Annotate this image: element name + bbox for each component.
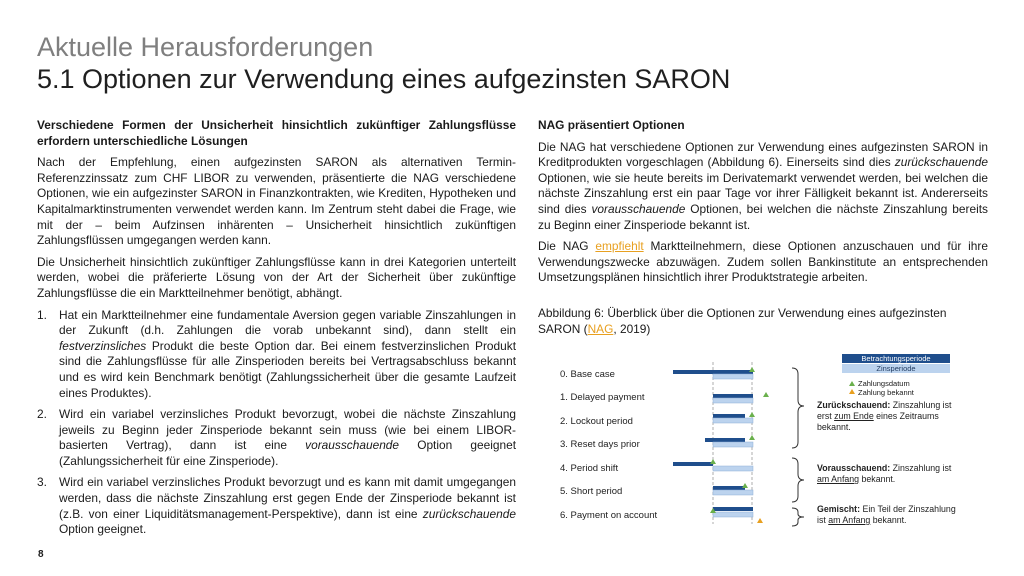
para-emphasis: vorausschauende [591,201,686,216]
list-emphasis: festverzinsliches [59,338,147,353]
list-text: Produkt die beste Option dar. Bei einem festverzinslichen Produkt sind die Zahlungsflüsse für alle Zinsperioden bereits bei Vertragsabschluss bekannt und es wird kein Benchmark benötigt (Zahlungssicherheit über die gesamte Laufzeit eines Produktes). [59,338,516,400]
list-number: 3. [37,475,47,490]
row-label-short-period: 5. Short period [560,486,623,497]
bracket-mixed [792,508,804,526]
annotation-text: bekannt. [859,474,896,484]
para-text: Die NAG hat verschiedene Optionen zur Verwendung eines aufgezinsten SARON in Kreditprodukten vorgeschlagen (Abbildung 6). Einerseits sind dies [538,139,988,170]
list-emphasis: zurückschauende [422,506,516,521]
legend-payment-date-marker [849,381,855,386]
payment-marker [749,435,755,440]
row-base-case [673,367,755,379]
interest-period-bar [713,442,753,447]
list-text: Option geeignet. [59,522,147,537]
annotation-label: Vorausschauend: [817,463,891,473]
caption-text: Abbildung 6: Überblick über die Optionen zur Verwendung eines aufgezinsten SARON ( [538,305,947,336]
figure-caption [538,306,988,337]
annotation-label: Zurückschauend: [817,400,891,410]
left-heading: Verschiedene Formen der Unsicherheit hinsichtlich zukünftiger Zahlungsflüsse erfordern unterschiedliche Lösungen [37,118,516,148]
list-item [37,407,516,469]
annotation-text: Zinszahlung ist erst [817,400,952,421]
annotation-text: Zinszahlung ist [890,463,952,473]
row-label-base-case: 0. Base case [560,369,615,380]
list-emphasis: vorausschauende [305,438,400,453]
period-bar [673,462,713,466]
empfiehlt-link[interactable]: empfiehlt [595,239,644,254]
interest-period-bar [713,512,753,517]
left-paragraph-1: Nach der Empfehlung, einen aufgezinsten SARON als alternativen Termin-Referenzzinssatz zum CHF LIBOR zu verwenden, präsentierte die NAG verschiedene Optionen, wie ein aufgezinster SARON in Finanzkontrakten, wie Krediten, Hypotheken und Kapitalmarktinstrumenten verwendet werden kann. Im Zentrum steht dabei die Frage, wie mit der – beim Aufzinsen inhärenten – Unsicherheit hinsichtlich zukünftigen Zahlungsflüssen umgegangen werden kann. [37,155,516,248]
para-text: Die NAG [538,239,596,254]
row-label-payment-on-account: 6. Payment on account [560,510,658,521]
payment-marker [749,367,755,372]
list-number: 2. [37,407,47,422]
list-item [37,475,516,537]
annotation-underline: zum Ende [834,411,874,421]
annotation-underline: am Anfang [828,515,871,525]
legend-payment-known: Zahlung bekannt [858,388,914,397]
list-text: Wird ein variabel verzinsliches Produkt bevorzugt und es kann mit damit umgegangen werden, dass die nächste Zinszahlung erst gegen Ende der Zinsperiode bekannt ist (z.B. von einer Liquiditätsmanagement-Perspektive), dann ist eine [59,475,516,521]
row-delayed-payment [713,392,769,403]
list-text: Option geeignet (Zahlungssicherheit für eine Zinsperiode). [59,438,517,468]
right-heading: NAG präsentiert Optionen [538,118,685,132]
para-emphasis: zurückschauende [894,155,988,170]
period-bar [705,438,745,442]
row-lockout-period [713,412,755,423]
para-text: Optionen, wie sie heute bereits im Derivatemarkt verwendet werden, bei welchen die nächste Zinszahlung erst ein paar Tage vor ihrer Fälligkeit bekannt ist. Andererseits sind dies [538,170,988,216]
options-list [37,308,516,538]
payment-marker [710,459,716,464]
list-text: Wird ein variabel verzinsliches Produkt bevorzugt, wobei die nächste Zinszahlung jeweils zu Beginn jeder Zinsperiode bekannt sein muss (wie bei einem LIBOR-basierten Vertrag), dann ist eine [59,407,516,453]
interest-period-bar [713,466,753,471]
list-item [37,308,516,402]
right-paragraph-2 [538,239,988,286]
page-title: 5.1 Optionen zur Verwendung eines aufgezinsten SARON [37,64,731,94]
annotation-underline: am Anfang [817,474,860,484]
annotation-text: Ein Teil der Zinszahlung ist [817,504,956,525]
nag-link[interactable]: NAG [587,321,614,336]
period-bar [713,394,753,398]
right-column [538,118,988,337]
payment-marker [749,412,755,417]
interest-period-bar [713,490,753,495]
row-short-period [713,483,753,495]
row-label-lockout-period: 2. Lockout period [560,416,633,427]
period-bar [673,370,753,374]
para-text: Marktteilnehmern, diese Optionen anzuschauen und für ihre Verwendungszwecke abzuwägen. Zudem sollen Bankinstitute an entsprechenden Umsetzungsplänen hinsichtlich ihrer Produktstrategie arbeiten. [538,239,988,285]
payment-marker [763,392,769,397]
annotation-backward [817,400,957,433]
left-paragraph-2: Die Unsicherheit hinsichtlich zukünftiger Zahlungsflüsse kann in drei Kategorien unterteilt werden, wobei die präferierte Lösung von der Art der Sicherheit über zukünftige Zahlungsflüsse die ein Marktteilnehmer benötigt, abhängt. [37,254,516,300]
bracket-forward [792,458,804,502]
period-bar [713,414,745,418]
row-label-period-shift: 4. Period shift [560,463,619,474]
options-figure [540,352,1020,542]
list-text: Hat ein Marktteilnehmer eine fundamentale Aversion gegen variable Zinszahlungen in der Zukunft (d.h. Zahlungen die vorab unbekannt sind), dann stellt ein [59,307,516,338]
row-payment-on-account [710,507,763,523]
row-period-shift [673,459,753,471]
payment-marker [757,518,763,523]
annotation-text: bekannt. [870,515,907,525]
bracket-backward [792,368,804,448]
legend-interest-period: Zinsperiode [842,364,950,373]
annotation-mixed [817,504,957,526]
right-paragraph-1 [538,140,988,234]
row-label-reset-days-prior: 3. Reset days prior [560,439,640,450]
list-number: 1. [37,307,47,322]
annotation-forward [817,463,957,485]
caption-text: , 2019) [613,321,651,336]
legend-period: Betrachtungsperiode [842,354,950,363]
legend-payment-date: Zahlungsdatum [858,379,910,388]
payment-marker [742,483,748,488]
page-number: 8 [38,549,44,560]
para-text: Optionen, bei welchen die nächste Zinszahlung bereits zu Beginn einer Zinsperiode bekannt ist. [538,201,988,232]
interest-period-bar [713,398,753,403]
row-reset-days-prior [705,435,755,447]
interest-period-bar [713,374,753,379]
period-bar [713,507,753,511]
row-label-delayed-payment: 1. Delayed payment [560,392,645,403]
annotation-text: eines Zeitraums bekannt. [817,411,939,432]
left-column [37,118,516,544]
interest-period-bar [713,418,753,423]
period-bar [713,486,745,490]
annotation-label: Gemischt: [817,504,861,514]
legend-payment-known-marker [849,389,855,394]
section-title: Aktuelle Herausforderungen [37,32,374,62]
